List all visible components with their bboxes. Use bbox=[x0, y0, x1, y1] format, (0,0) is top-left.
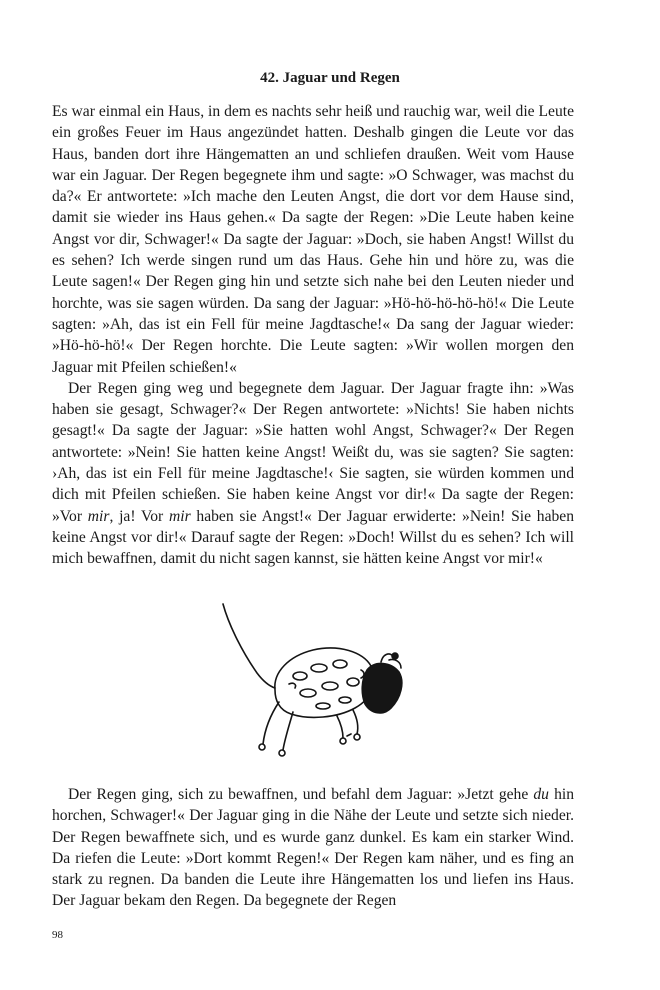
paragraph-2-part-c: haben sie Angst!« Der Jaguar erwiderte: »Nein! Sie haben keine Angst vor dir!« Darauf sagte der Regen: »Doch! Willst du es sehen? Ich will mich bewaffnen, damit du nicht sagen kannst, sie hätten keine Angst vor mir!« bbox=[52, 507, 575, 568]
paragraph-2 bbox=[52, 378, 574, 570]
page-number: 98 bbox=[52, 929, 63, 941]
paragraph-1: Es war einmal ein Haus, in dem es nachts sehr heiß und rauchig war, weil die Leute ein großes Feuer im Haus angezündet hatten. Deshalb gingen die Leute vor das Haus, banden dort ihre Hängematten an und schliefen draußen. Weit vom Hause war ein Jaguar. Der Regen begegnete ihm und sagte: »O Schwager, was machst du da?« Er antwortete: »Ich mache den Leuten Angst, die dort vor dem Hause sind, damit sie wieder ins Haus gehen.« Da sagte der Regen: »Die Leute haben keine Angst vor dir, Schwager!« Da sagte der Jaguar: »Doch, sie haben Angst! Willst du es sehen? Ich werde singen rund um das Haus. Gehe hin und höre zu, was die Leute sagen!« Der Regen ging hin und setzte sich nahe bei den Leuten nieder und horchte, was sie sagen würden. Da sang der Jaguar: »Hö-hö-hö-hö-hö!« Die Leute sagten: »Ah, das ist ein Fell für meine Jagdtasche!« Da sang der Jaguar wieder: »Hö-hö-hö!« Der Regen horchte. Die Leute sagten: »Wir wollen morgen den Jaguar mit Pfeilen schießen!« bbox=[52, 103, 574, 376]
paragraph-3-part-a: Der Regen ging, sich zu bewaffnen, und befahl dem Jaguar: »Jetzt gehe bbox=[68, 786, 534, 803]
text-block-top bbox=[52, 101, 574, 570]
emphasis-du: du bbox=[533, 786, 549, 803]
jaguar-drawing-illustration bbox=[205, 598, 420, 763]
paragraph-3 bbox=[52, 784, 574, 912]
emphasis-mir-2: mir bbox=[168, 507, 191, 525]
text-block-bottom bbox=[52, 784, 574, 912]
emphasis-mir-1: mir bbox=[87, 507, 110, 525]
paragraph-2-part-b: , ja! Vor bbox=[109, 507, 169, 525]
chapter-title: 42. Jaguar und Regen bbox=[260, 70, 400, 86]
paragraph-3-part-b: hin horchen, Schwager!« Der Jaguar ging in die Nähe der Leute und setzte sich nieder. Der Regen bewaffnete sich, und es wurde ganz dunkel. Es kam ein starker Wind. Da riefen die Leute: »Dort kommt Regen!« Der Regen kam näher, und es fing an stark zu regnen. Da banden die Leute ihre Hängematten los und liefen ins Haus. Der Jaguar bekam den Regen. Da begegnete der Regen bbox=[52, 786, 574, 910]
paragraph-2-part-a: Der Regen ging weg und begegnete dem Jaguar. Der Jaguar fragte ihn: »Was haben sie gesagt, Schwager?« Der Regen antwortete: »Nichts! Sie haben nichts gesagt!« Da sagte der Jaguar: »Sie hatten wohl Angst, Schwager?« Der Regen antwortete: »Nein! Sie hatten keine Angst! Weißt du, was sie sagten? Sie sagten: ›Ah, das ist ein Fell für meine Jagdtasche!‹ Sie sagten, sie würden kommen und dich mit Pfeilen schießen. Sie haben keine Angst vor dir!« Da sagte der Regen: »Vor bbox=[52, 379, 574, 525]
